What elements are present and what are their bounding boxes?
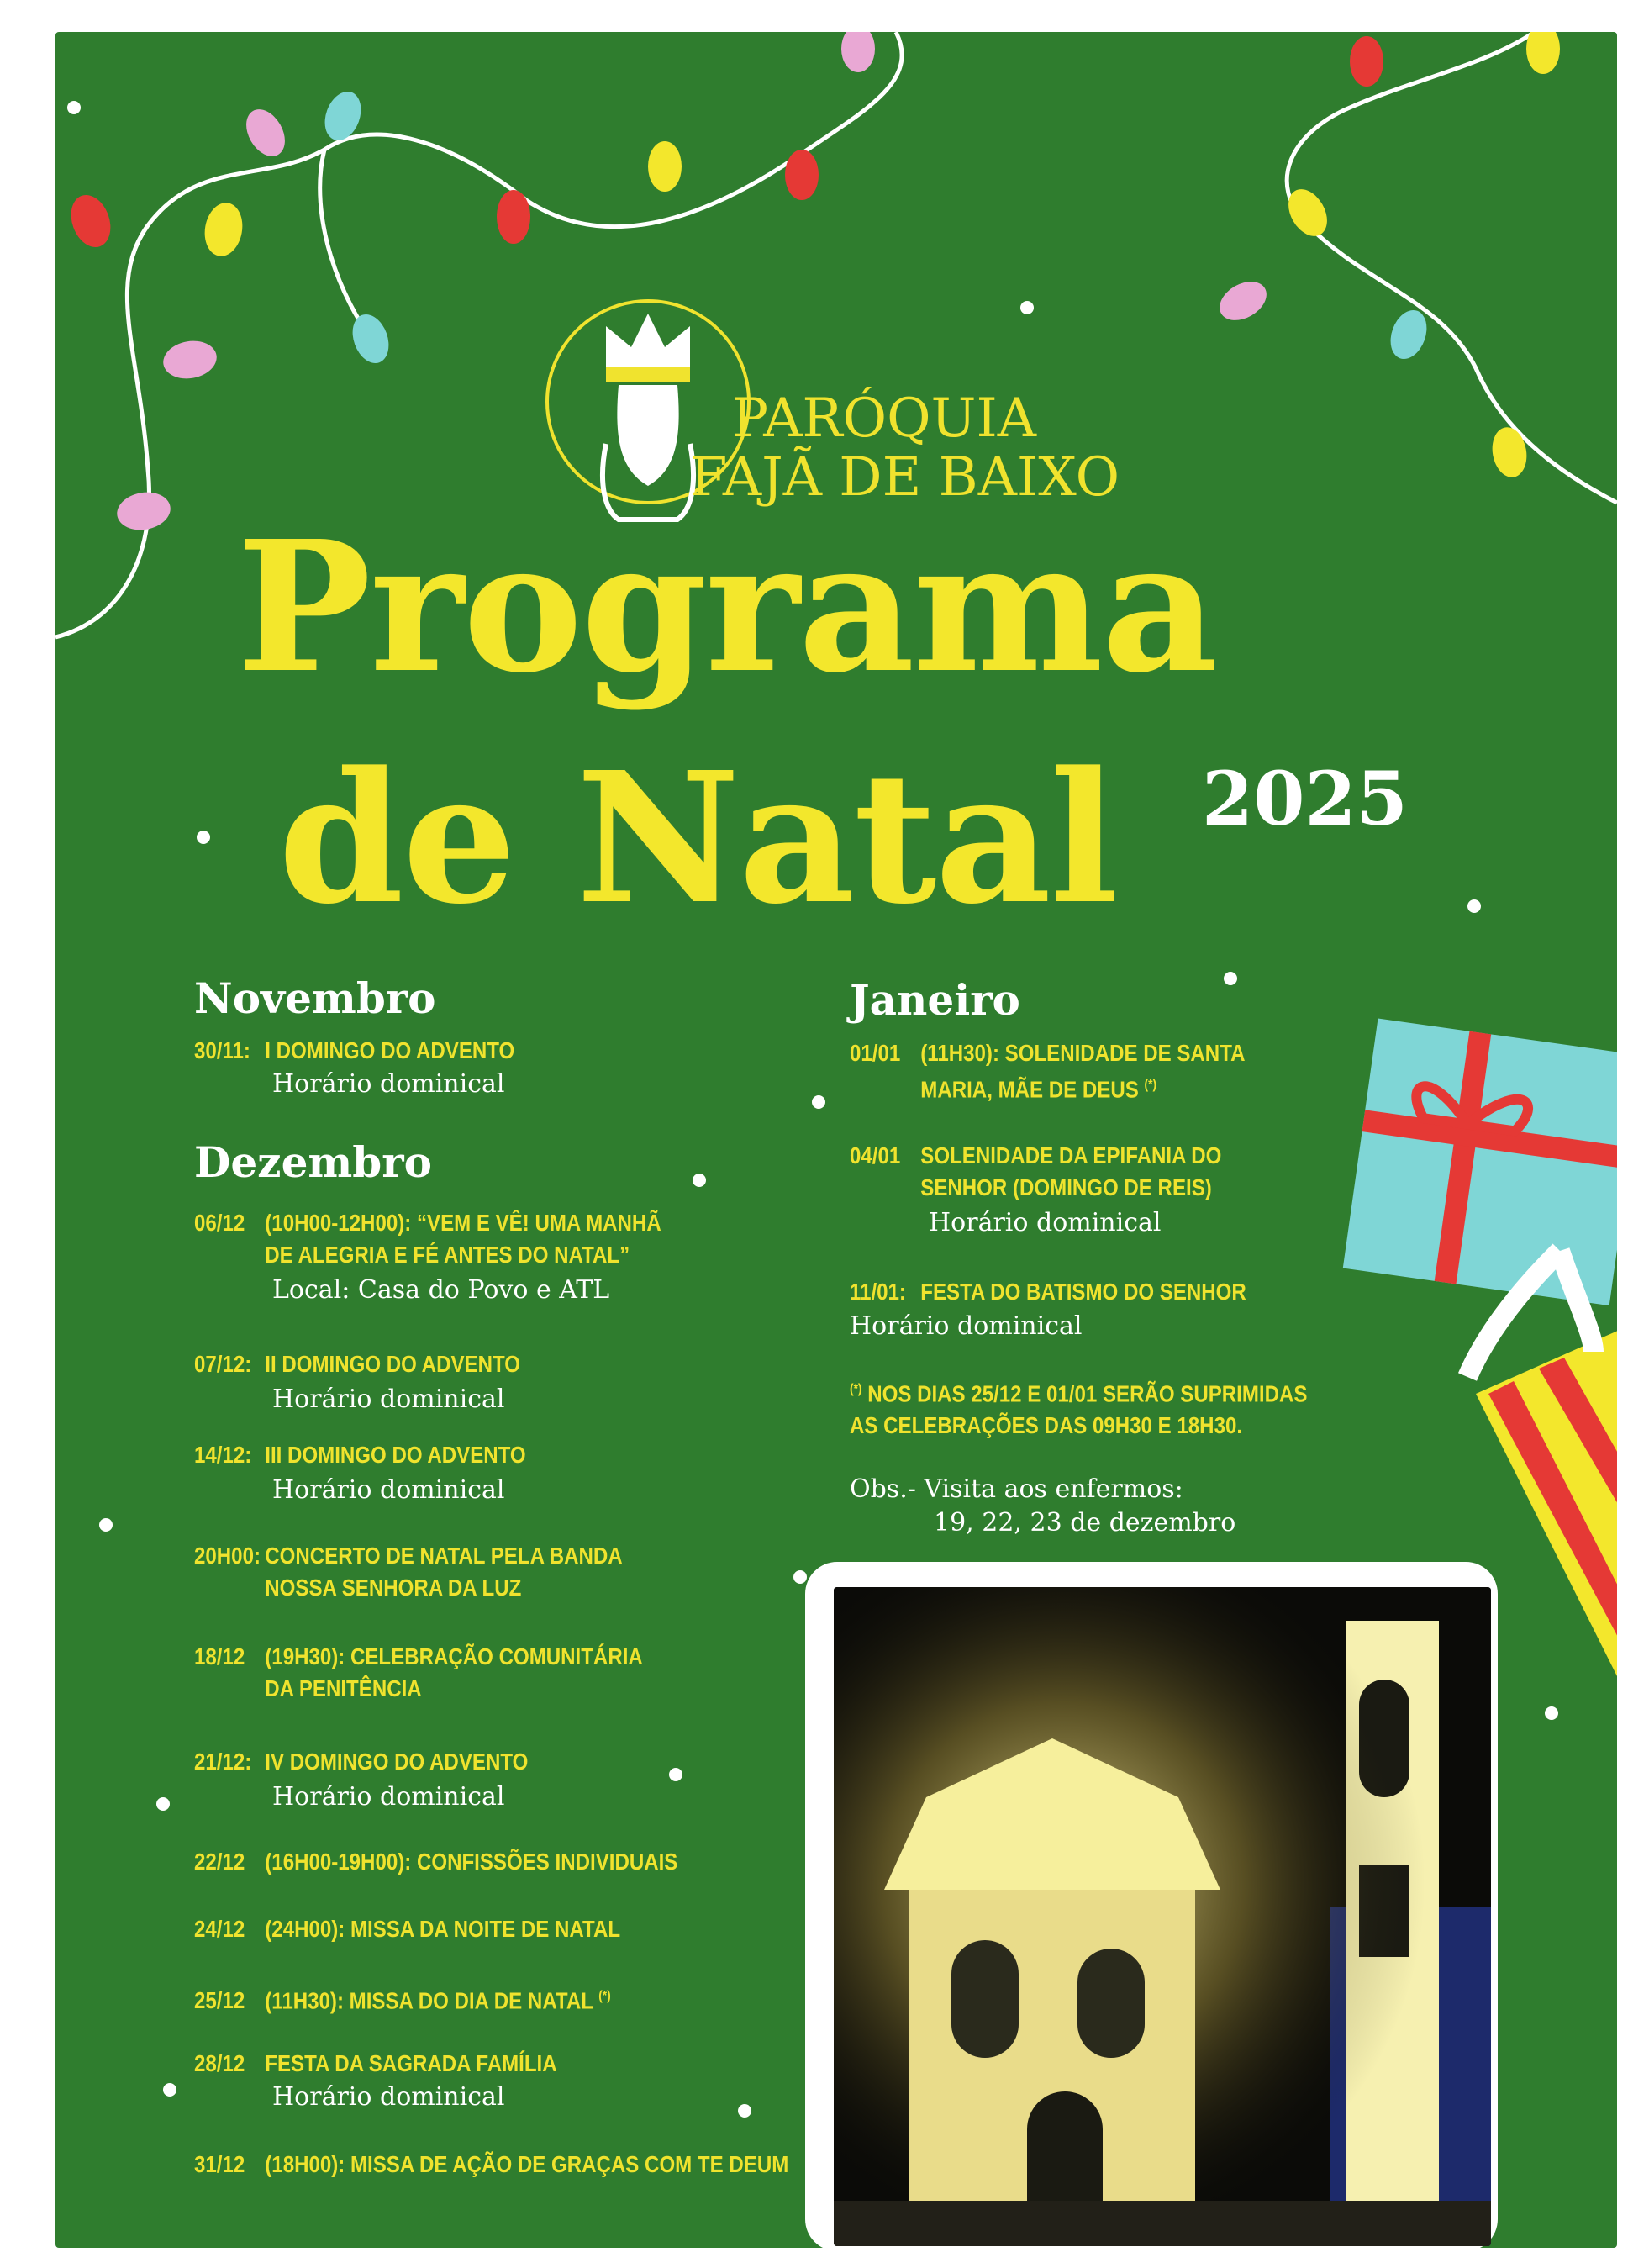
event-sub: Local: Casa do Povo e ATL xyxy=(272,1275,610,1305)
month-heading-november: Novembro xyxy=(194,973,436,1023)
event-date: 18/12 xyxy=(194,1643,245,1669)
event-text: (11H30): SOLENIDADE DE SANTA xyxy=(920,1040,1246,1066)
event-text: IV DOMINGO DO ADVENTO xyxy=(265,1748,529,1775)
event-sub: Horário dominical xyxy=(272,1782,505,1812)
event-dec-concert xyxy=(194,1540,623,1604)
month-heading-december: Dezembro xyxy=(194,1137,432,1187)
snow-dot xyxy=(1545,1706,1558,1720)
event-jan-01 xyxy=(850,1037,1246,1105)
event-text: III DOMINGO DO ADVENTO xyxy=(265,1442,526,1468)
event-date: 01/01 xyxy=(850,1040,901,1066)
event-date: 28/12 xyxy=(194,2050,245,2076)
event-text-cont: NOSSA SENHORA DA LUZ xyxy=(265,1574,522,1601)
snow-dot xyxy=(812,1095,825,1109)
event-text: II DOMINGO DO ADVENTO xyxy=(265,1351,520,1377)
footnote-mark: (*) xyxy=(598,1989,611,2003)
event-dec-28 xyxy=(194,2048,557,2080)
event-text-cont: DA PENITÊNCIA xyxy=(265,1675,422,1701)
event-text: FESTA DA SAGRADA FAMÍLIA xyxy=(265,2050,557,2076)
event-text: (24H00): MISSA DA NOITE DE NATAL xyxy=(265,1916,621,1942)
snow-dot xyxy=(738,2104,751,2118)
event-text: (19H30): CELEBRAÇÃO COMUNITÁRIA xyxy=(265,1643,643,1669)
footnote xyxy=(850,1374,1307,1442)
event-date: 22/12 xyxy=(194,1849,245,1875)
parish-name xyxy=(690,388,1120,509)
event-date: 06/12 xyxy=(194,1210,245,1236)
event-sub: Horário dominical xyxy=(929,1208,1162,1237)
event-text-cont: DE ALEGRIA E FÉ ANTES DO NATAL” xyxy=(265,1242,630,1268)
snow-dot xyxy=(163,2083,176,2097)
event-date: 11/01: xyxy=(850,1279,906,1305)
event-sub: Horário dominical xyxy=(272,1385,505,1414)
title-line1: Programa xyxy=(236,502,1217,713)
snow-dot xyxy=(793,1570,807,1584)
snow-dot xyxy=(693,1174,706,1187)
title-line2: de Natal xyxy=(278,733,1117,944)
event-dec-18 xyxy=(194,1641,643,1705)
church-photo xyxy=(834,1587,1491,2246)
title-year: 2025 xyxy=(1202,755,1408,842)
event-date: 14/12: xyxy=(194,1442,252,1468)
event-date: 24/12 xyxy=(194,1916,245,1942)
snow-dot xyxy=(669,1768,682,1781)
poster xyxy=(55,32,1617,2248)
snow-dot xyxy=(156,1797,170,1811)
obs-line1: Obs.- Visita aos enfermos: xyxy=(850,1474,1183,1504)
event-text-cont: SENHOR (DOMINGO DE REIS) xyxy=(920,1174,1212,1200)
event-text: CONCERTO DE NATAL PELA BANDA xyxy=(265,1543,623,1569)
event-text: (16H00-19H00): CONFISSÕES INDIVIDUAIS xyxy=(265,1849,678,1875)
footnote-mark: (*) xyxy=(1144,1078,1157,1092)
event-text: I DOMINGO DO ADVENTO xyxy=(265,1037,515,1063)
event-date: 04/01 xyxy=(850,1142,901,1168)
event-jan-11 xyxy=(850,1276,1246,1308)
event-text: (18H00): MISSA DE AÇÃO DE GRAÇAS COM TE DEUM xyxy=(265,2151,789,2177)
event-text: (11H30): MISSA DO DIA DE NATAL xyxy=(265,1987,593,2014)
event-dec-14 xyxy=(194,1439,526,1471)
event-date: 25/12 xyxy=(194,1987,245,2014)
event-jan-04 xyxy=(850,1140,1221,1204)
month-heading-january: Janeiro xyxy=(850,975,1020,1025)
event-date: 30/11: xyxy=(194,1037,250,1063)
event-date: 07/12: xyxy=(194,1351,252,1377)
event-dec-22 xyxy=(194,1846,677,1878)
event-dec-21 xyxy=(194,1746,528,1778)
event-text: FESTA DO BATISMO DO SENHOR xyxy=(920,1279,1246,1305)
parish-name-line2: FAJÃ DE BAIXO xyxy=(690,446,1120,509)
event-sub: Horário dominical xyxy=(272,1475,505,1505)
snow-dot xyxy=(1467,899,1481,913)
event-nov-30 xyxy=(194,1035,514,1067)
footnote-line1: NOS DIAS 25/12 E 01/01 SERÃO SUPRIMIDAS xyxy=(867,1380,1308,1407)
event-text: (10H00-12H00): “VEM E VÊ! UMA MANHÃ xyxy=(265,1210,661,1236)
event-sub: Horário dominical xyxy=(850,1311,1083,1341)
event-sub: Horário dominical xyxy=(272,2082,505,2112)
footnote-line2: AS CELEBRAÇÕES DAS 09H30 E 18H30. xyxy=(850,1412,1243,1439)
event-sub: Horário dominical xyxy=(272,1069,505,1099)
event-dec-31 xyxy=(194,2149,788,2181)
snow-dot xyxy=(197,831,210,844)
event-dec-25 xyxy=(194,1981,611,2017)
snow-dot xyxy=(67,101,81,114)
event-date: 31/12 xyxy=(194,2151,245,2177)
church-photo-frame xyxy=(805,1562,1498,2248)
event-text: SOLENIDADE DA EPIFANIA DO xyxy=(920,1142,1222,1168)
snow-dot xyxy=(99,1518,113,1532)
event-date: 20H00: xyxy=(194,1543,261,1569)
parish-name-line1: PARÓQUIA xyxy=(732,388,1036,450)
footnote-mark: (*) xyxy=(850,1382,862,1396)
event-text-cont: MARIA, MÃE DE DEUS xyxy=(920,1076,1139,1103)
event-dec-24 xyxy=(194,1913,620,1945)
event-dec-06 xyxy=(194,1207,661,1271)
snow-dot xyxy=(1224,972,1237,985)
obs-line2: 19, 22, 23 de dezembro xyxy=(934,1508,1236,1537)
illuminated-church-image xyxy=(834,1587,1491,2246)
event-date: 21/12: xyxy=(194,1748,252,1775)
event-dec-07 xyxy=(194,1348,520,1380)
snow-dot xyxy=(1020,301,1034,314)
